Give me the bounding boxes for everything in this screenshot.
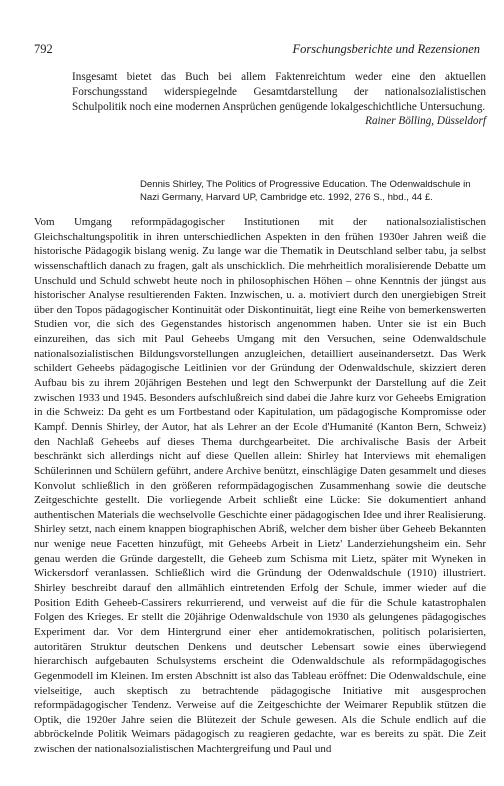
page-header bbox=[34, 42, 480, 60]
bibliographic-entry: Dennis Shirley, The Politics of Progressive Education. The Odenwaldschule in Nazi Germany, Harvard UP, Cambridge etc. 1992, 276 S., hbd., 44 £. bbox=[140, 179, 471, 204]
reviewer-signature: Rainer Bölling, Düsseldorf bbox=[365, 115, 486, 128]
page-number: 792 bbox=[34, 42, 53, 56]
previous-review-conclusion bbox=[72, 70, 486, 129]
previous-review-text: Insgesamt bietet das Buch bei allem Faktenreichtum weder eine den aktuellen Forschungsstand widerspiegelnde Gesamtdarstellung der nationalsozialistischen Schulpolitik noch eine modernen Ansprüchen genügende lokalgeschichtliche Untersuchung. bbox=[72, 71, 486, 113]
review-body: Vom Umgang reformpädagogischer Institutionen mit der nationalsozialistischen Gleichschaltungspolitik in ihren unterschiedlichen Aspekten in den frühen 1930er Jahren weiß die historische Pädagogik bislang wenig. Zu lange war die Thematik in Deutschland selber tabu, ja selbst wissenschaftlich danach zu fragen, galt als unschicklich. Die mehrheitlich moralisierende Debatte um Unschuld und Schuld schwebt heute noch in philosophischen Höhen – ohne Kenntnis der jüngst aus historischer Analyse resultierenden Fakten. Inzwischen, u. a. motiviert durch den unergiebigen Streit über den Topos pädagogischer Kontinuität oder Diskontinuität, liegt eine Reihe von bemerkenswerten Studien vor, die sich des Gegenstandes historisch angenommen haben. Unter sie ist ein Buch einzureihen, das sich mit Paul Geheebs Umgang mit den Versuchen, seine Odenwaldschule nationalsozialistischen Bildungsvorstellungen anzugleichen, detailliert auseinandersetzt. Das Werk schildert Geheebs pädagogische Leitlinien vor der Gründung der Odenwaldschule, skizziert deren Aufbau bis zu ihrem 20jährigen Bestehen und legt den Schwerpunkt der Darstellung auf die Zeit zwischen 1933 und 1945. Besonders aufschlußreich sind dabei die Jahre kurz vor Geheebs Emigration in die Schweiz: Da geht es um Fortbestand oder Kapitulation, um pädagogische Kompromisse oder Kampf. Dennis Shirley, der Autor, hat als Lehrer an der Ecole d'Humanité (Kanton Bern, Schweiz) den Nachlaß Geheebs auf dieses Thema durchgearbeitet. Die archivalische Basis der Arbeit beschränkt sich allerdings nicht auf diese Quellen allein: Shirley hat Interviews mit ehemaligen Schülerinnen und Schülern geführt, andere Archive benützt, einschlägige Daten gesammelt und dieses Konvolut schließlich in den größeren reformpädagogischen Zusammenhang sowie die deutsche Zeitgeschichte gestellt. Die vorliegende Arbeit schließt eine Lücke: Sie dokumentiert anhand authentischen Materials die wechselvolle Geschichte einer pädagogischen Idee und ihrer Realisierung. Shirley setzt, nach einem knappen biographischen Abriß, welcher dem bisher über Geheeb Bekannten nur wenige neue Facetten hinzufügt, mit Geheebs Arbeit in Lietz' Landerziehungsheim ein. Sehr genau werden die Gründe dargestellt, die Geheeb zum Schisma mit Lietz, später mit Wyneken in Wickersdorf veranlassen. Schließlich wird die Gründung der Odenwaldschule (1910) illustriert. Shirley beschreibt darauf den allmählich eintretenden Erfolg der Schule, immer wieder auf die Position Edith Geheeb-Cassirers rekurrierend, und verweist auf die für die Schule katastrophalen Folgen des Krieges. Er stellt die 20jährige Odenwaldschule von 1930 als gelungenes pädagogisches Experiment dar. Vor dem Hintergrund einer eher antidemokratischen, politisch polarisierten, autoritären Struktur deutschen Denkens und deutscher Lebensart sowie eines überwiegend hierarchisch aufgebauten Schulsystems erscheint die Odenwaldschule als reformpädagogisches Gegenmodell im Kleinen. Im ersten Abschnitt ist also das Tableau eröffnet: Die Odenwaldschule, eine vielseitige, auch skeptisch zu betrachtende pädagogische Initiative mit ausgesprochen reformpädagogischer Tendenz. Verweise auf die Zeitgeschichte der Weimarer Republik stützen die Optik, die 1920er Jahre seien die Blütezeit der Schule gewesen. Als die Schule endlich auf die abbröckelnde Politik Weimars pädagogisch zu reagieren gedachte, war es bereits zu spät. Die Zeit zwischen der nationalsozialistischen Machtergreifung und Paul und bbox=[34, 216, 486, 756]
running-head: Forschungsberichte und Rezensionen bbox=[292, 42, 480, 56]
